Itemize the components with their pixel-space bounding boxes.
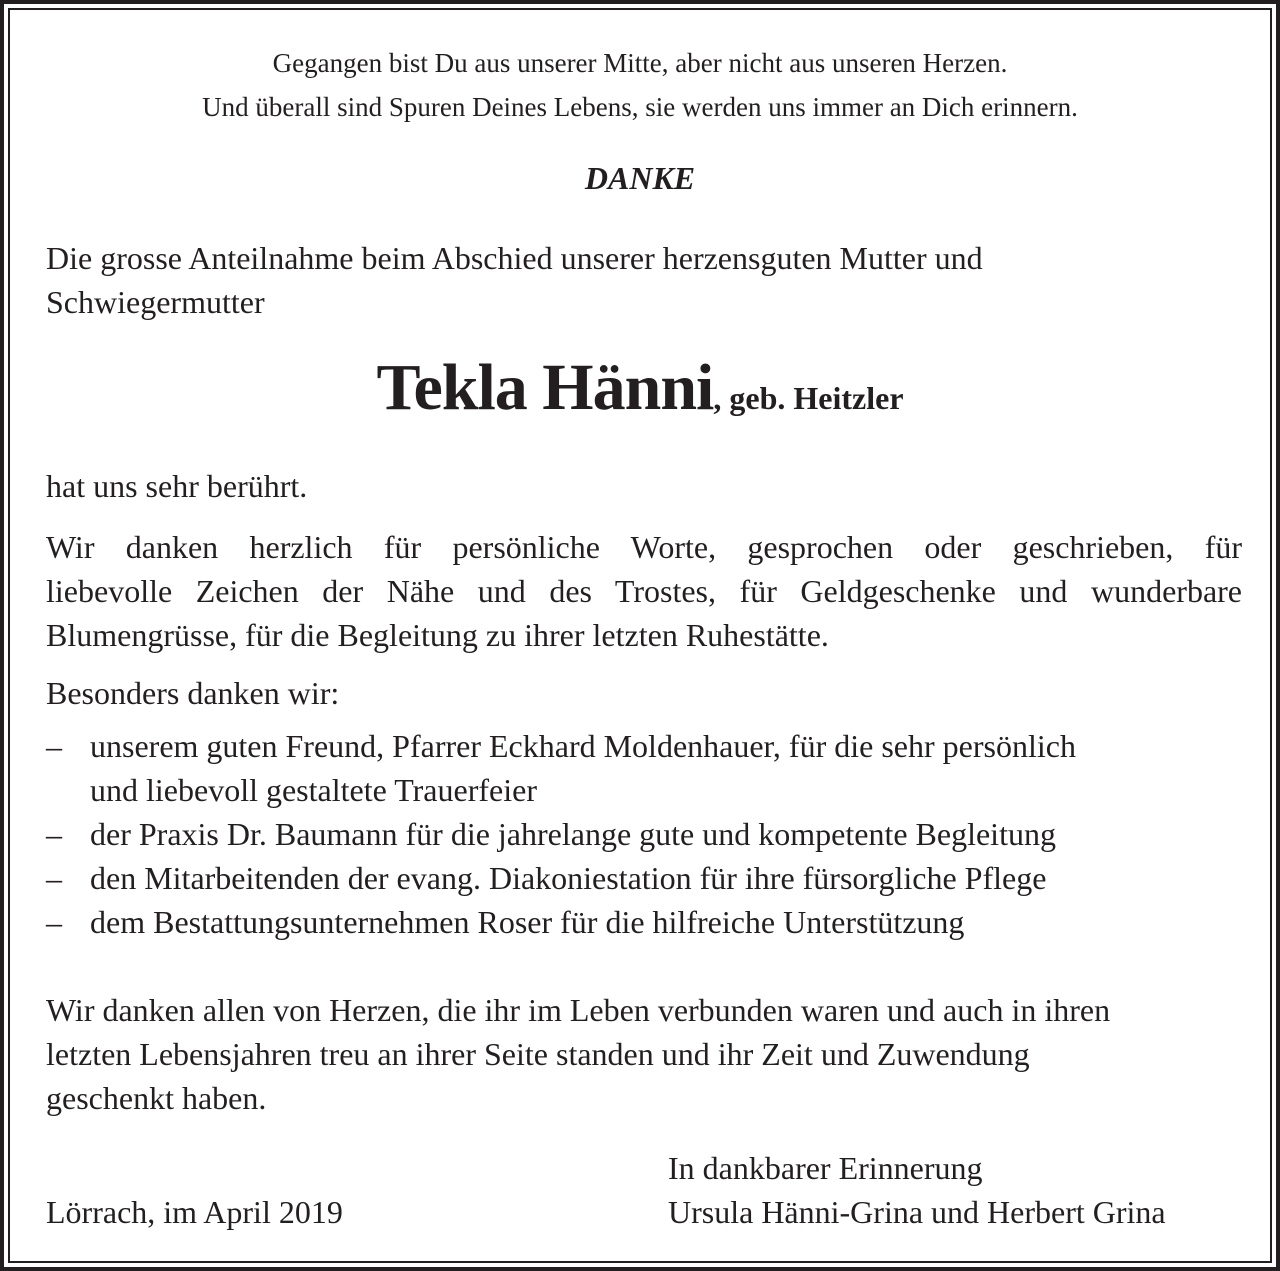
thanks-paragraph: [46, 525, 1242, 657]
closing-line-1: Wir danken allen von Herzen, die ihr im Leben verbunden waren und auch in ihren: [46, 992, 1111, 1028]
signature-names: Ursula Hänni-Grina und Herbert Grina: [668, 1194, 1166, 1230]
place-date: Lörrach, im April 2019: [46, 1194, 343, 1230]
thanks-line-2: liebevolle Zeichen der Nähe und des Trostes, für Geldgeschenke und wunderbare: [46, 573, 1242, 609]
deceased-name-line: [10, 350, 1270, 426]
touched-line: hat uns sehr berührt.: [46, 468, 308, 504]
thanks-line-3: Blumengrüsse, für die Begleitung zu ihrer letzten Ruhestätte.: [46, 617, 829, 653]
closing-line-2: letzten Lebensjahren treu an ihrer Seite standen und ihr Zeit und Zuwendung: [46, 1036, 1030, 1072]
list-item-line: der Praxis Dr. Baumann für die jahrelange gute und kompetente Begleitung: [90, 816, 1056, 852]
notice-inner-frame: [8, 8, 1272, 1263]
list-item-line: dem Bestattungsunternehmen Roser für die hilfreiche Unterstützung: [90, 904, 965, 940]
list-item-line: den Mitarbeitenden der evang. Diakoniestation für ihre fürsorgliche Pflege: [90, 860, 1047, 896]
special-thanks-intro: Besonders danken wir:: [46, 675, 340, 711]
thanks-line-1: Wir danken herzlich für persönliche Worte, gesprochen oder geschrieben, für: [46, 529, 1242, 565]
motto-line-1: Gegangen bist Du aus unserer Mitte, aber nicht aus unseren Herzen.: [272, 48, 1008, 78]
deceased-birth-name: , geb. Heitzler: [713, 380, 904, 416]
list-dash: –: [46, 816, 62, 852]
list-item-line: unserem guten Freund, Pfarrer Eckhard Moldenhauer, für die sehr persönlich: [90, 728, 1076, 764]
list-dash: –: [46, 904, 62, 940]
list-dash: –: [46, 728, 62, 764]
intro-line-2: Schwiegermutter: [46, 284, 265, 320]
closing-line-3: geschenkt haben.: [46, 1080, 267, 1116]
list-dash: –: [46, 860, 62, 896]
heading-danke: DANKE: [584, 160, 696, 196]
motto-line-2: Und überall sind Spuren Deines Lebens, sie werden uns immer an Dich erinnern.: [202, 92, 1078, 122]
list-item-line: und liebevoll gestaltete Trauerfeier: [90, 772, 537, 808]
signature-greeting: In dankbarer Erinnerung: [668, 1150, 983, 1186]
deceased-name: Tekla Hänni: [376, 351, 714, 424]
intro-line-1: Die grosse Anteilnahme beim Abschied unserer herzensguten Mutter und: [46, 240, 983, 276]
